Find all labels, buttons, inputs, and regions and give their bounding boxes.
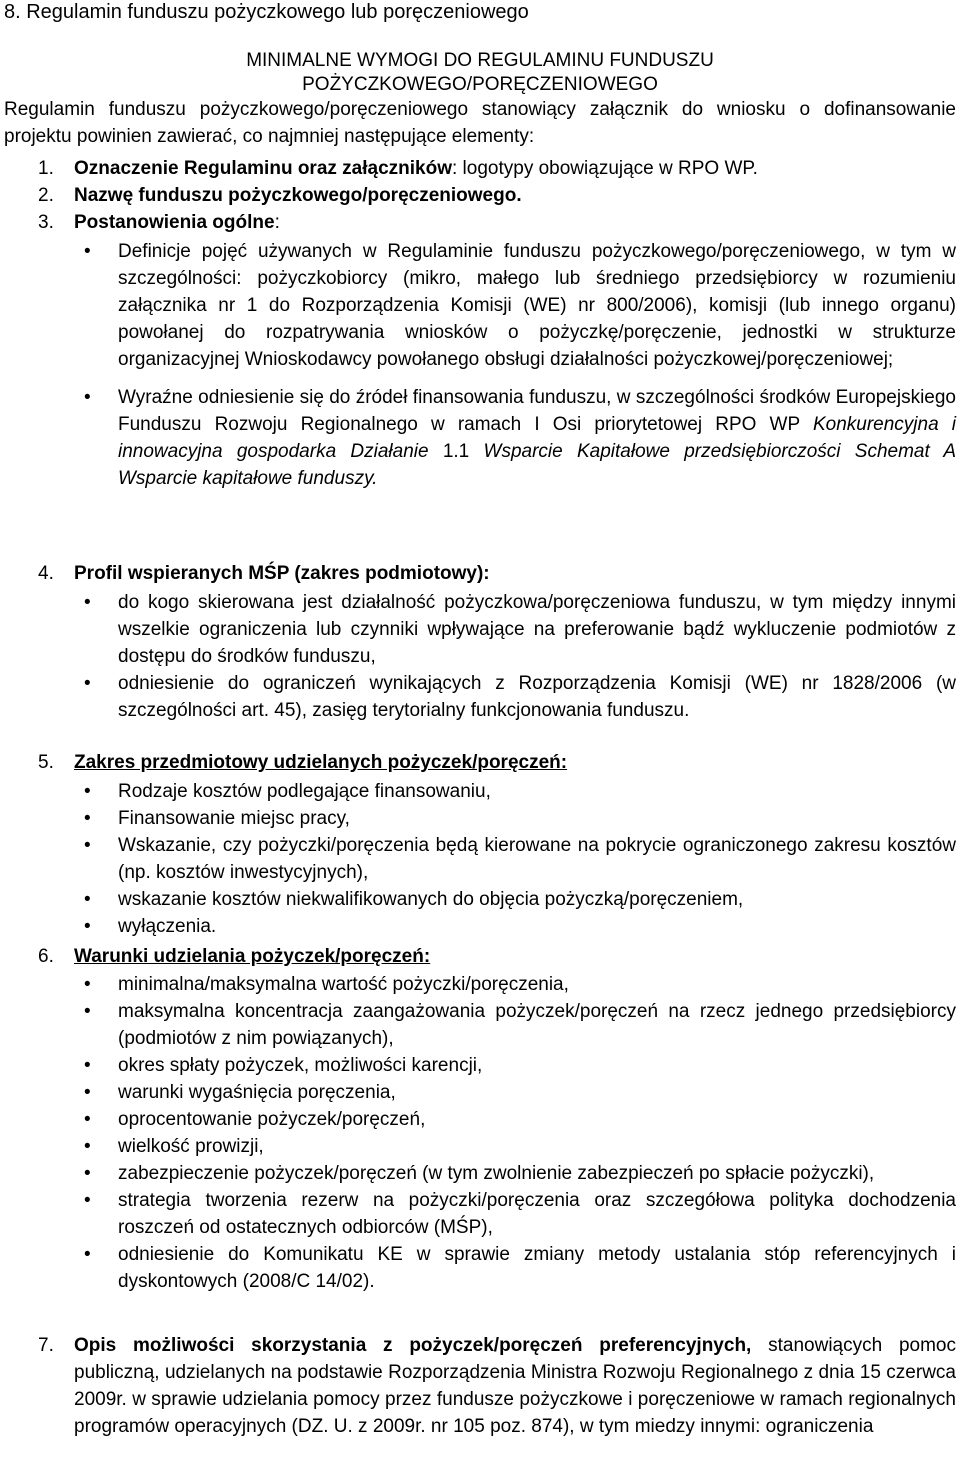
section-7-title: Opis możliwości skorzystania z pożyczek/poręczeń preferencyjnych, [74, 1335, 752, 1356]
bullet-icon: • [84, 1082, 91, 1103]
list-item-text: Rodzaje kosztów podlegające finansowaniu, [118, 781, 491, 802]
section-1-number: 1. [38, 158, 54, 179]
list-item-text: minimalna/maksymalna wartość pożyczki/poręczenia, [118, 974, 569, 995]
list-item [74, 670, 956, 724]
section-6-number: 6. [38, 946, 54, 967]
section-3-title: Postanowienia ogólne [74, 212, 275, 233]
bullet-icon: • [84, 1163, 91, 1184]
list-item-text: warunki wygaśnięcia poręczenia, [118, 1082, 396, 1103]
bullet-icon: • [84, 1136, 91, 1157]
section-3-list [74, 238, 956, 492]
bullet-icon: • [84, 1055, 91, 1076]
intro-paragraph: Regulamin funduszu pożyczkowego/poręczeniowego stanowiący załącznik do wniosku o dofinansowanie projektu powinien zawierać, co najmniej następujące elementy: [4, 99, 956, 147]
section-6-title: Warunki udzielania pożyczek/poręczeń: [74, 946, 431, 967]
section-heading: 8. Regulamin funduszu pożyczkowego lub poręczeniowego [4, 1, 529, 23]
list-item [74, 1052, 956, 1079]
list-item [74, 805, 956, 832]
list-item-text: Definicje pojęć używanych w Regulaminie funduszu pożyczkowego/poręczeniowego, w tym w szczególności: pożyczkobiorcy (mikro, małego lub średniego przedsiębiorcy w rozumieniu załącznika nr 1 do Rozporządzenia Komisji (WE) nr 800/2006), komisji (lub innego organu) powołanej do rozpatrywania wniosków o pożyczkę/poręczenie, jednostki w strukturze organizacyjnej Wnioskodawcy powołanego obsługi działalności pożyczkowej/poręczeniowej; [118, 241, 956, 370]
bullet-icon: • [84, 889, 91, 910]
section-1 [74, 155, 956, 182]
section-5-list [74, 778, 956, 940]
section-3 [74, 209, 956, 236]
bullet-icon: • [84, 1190, 91, 1211]
section-6-list [74, 971, 956, 1295]
bullet-icon: • [84, 387, 91, 408]
section-2-number: 2. [38, 185, 54, 206]
section-5-number: 5. [38, 752, 54, 773]
section-3-colon: : [274, 212, 280, 233]
list-item-text: Wskazanie, czy pożyczki/poręczenia będą kierowane na pokrycie ograniczonego zakresu kosztów (np. kosztów inwestycyjnych), [118, 835, 956, 883]
section-1-text: : logotypy obowiązujące w RPO WP. [452, 158, 758, 179]
list-item-text: oprocentowanie pożyczek/poręczeń, [118, 1109, 426, 1130]
doc-title-line-2: POŻYCZKOWEGO/PORĘCZENIOWEGO [302, 74, 658, 95]
list-item-text: wyłączenia. [118, 916, 217, 937]
section-3-number: 3. [38, 212, 54, 233]
list-item-text: Wyraźne odniesienie się do źródeł finansowania funduszu, w szczególności środków Europejskiego Funduszu Rozwoju Regionalnego w ramach I Osi priorytetowej RPO WP [118, 387, 956, 435]
list-item-text: wielkość prowizji, [118, 1136, 264, 1157]
list-item [74, 1079, 956, 1106]
doc-title-line-1: MINIMALNE WYMOGI DO REGULAMINU FUNDUSZU [246, 50, 714, 71]
list-item [74, 1106, 956, 1133]
list-item-italic-1: Konkurencyjna i innowacyjna gospodarka Działanie [118, 414, 957, 462]
section-7 [74, 1332, 956, 1440]
bullet-icon: • [84, 916, 91, 937]
list-item [74, 886, 956, 913]
bullet-icon: • [84, 1244, 91, 1265]
bullet-icon: • [84, 673, 91, 694]
section-2-title: Nazwę funduszu pożyczkowego/poręczeniowego. [74, 185, 522, 206]
list-item-text: do kogo skierowana jest działalność pożyczkowa/poręczeniowa funduszu, w tym między innymi wszelkie ograniczenia lub czynniki wpływające na preferowanie bądź wykluczenie podmiotów z dostępu do środków funduszu, [118, 592, 956, 667]
section-4-title: Profil wspieranych MŚP (zakres podmiotowy): [74, 563, 490, 584]
section-5-title: Zakres przedmiotowy udzielanych pożyczek/poręczeń: [74, 752, 568, 773]
bullet-icon: • [84, 1109, 91, 1130]
list-item-text: okres spłaty pożyczek, możliwości karencji, [118, 1055, 483, 1076]
list-item [74, 1160, 956, 1187]
section-4-number: 4. [38, 563, 54, 584]
list-item [74, 1133, 956, 1160]
list-item [74, 778, 956, 805]
bullet-icon: • [84, 1001, 91, 1022]
list-item-text: odniesienie do Komunikatu KE w sprawie zmiany metody ustalania stóp referencyjnych i dyskontowych (2008/C 14/02). [118, 1244, 956, 1292]
bullet-icon: • [84, 835, 91, 856]
bullet-icon: • [84, 974, 91, 995]
bullet-icon: • [84, 808, 91, 829]
bullet-icon: • [84, 592, 91, 613]
list-item-text: Finansowanie miejsc pracy, [118, 808, 350, 829]
section-7-text: stanowiących pomoc publiczną, udzielanych na podstawie Rozporządzenia Ministra Rozwoju Regionalnego z dnia 15 czerwca 2009r. w sprawie udzielania pomocy przez fundusze pożyczkowe i poręczeniowe w ramach regionalnych programów operacyjnych (DZ. U. z 2009r. nr 105 poz. 874), w tym miedzy innymi: ograniczenia [74, 1335, 956, 1437]
list-item-text: strategia tworzenia rezerw na pożyczki/poręczenia oraz szczegółowa polityka dochodzenia roszczeń od ostatecznych odbiorców (MŚP), [118, 1190, 956, 1238]
list-item [74, 1187, 956, 1241]
bullet-icon: • [84, 781, 91, 802]
section-1-title: Oznaczenie Regulaminu oraz załączników [74, 158, 452, 179]
list-item [74, 238, 956, 373]
section-4-list [74, 589, 956, 724]
section-7-number: 7. [38, 1335, 54, 1356]
list-item-text: zabezpieczenie pożyczek/poręczeń (w tym zwolnienie zabezpieczeń po spłacie pożyczki), [118, 1163, 875, 1184]
list-item-text-mid: 1.1 [428, 441, 484, 462]
list-item [74, 1241, 956, 1295]
list-item [74, 913, 956, 940]
list-item [74, 998, 956, 1052]
list-item [74, 589, 956, 670]
list-item [74, 971, 956, 998]
list-item-italic-2: Wsparcie Kapitałowe przedsiębiorczości Schemat A Wsparcie kapitałowe funduszy. [118, 441, 956, 489]
list-item-text: wskazanie kosztów niekwalifikowanych do objęcia pożyczką/poręczeniem, [118, 889, 744, 910]
list-item-text: odniesienie do ograniczeń wynikających z Rozporządzenia Komisji (WE) nr 1828/2006 (w szczególności art. 45), zasięg terytorialny funkcjonowania funduszu. [118, 673, 956, 721]
list-item [74, 384, 956, 492]
list-item-text: maksymalna koncentracja zaangażowania pożyczek/poręczeń na rzecz jednego przedsiębiorcy (podmiotów z nim powiązanych), [118, 1001, 956, 1049]
bullet-icon: • [84, 241, 91, 262]
list-item [74, 832, 956, 886]
